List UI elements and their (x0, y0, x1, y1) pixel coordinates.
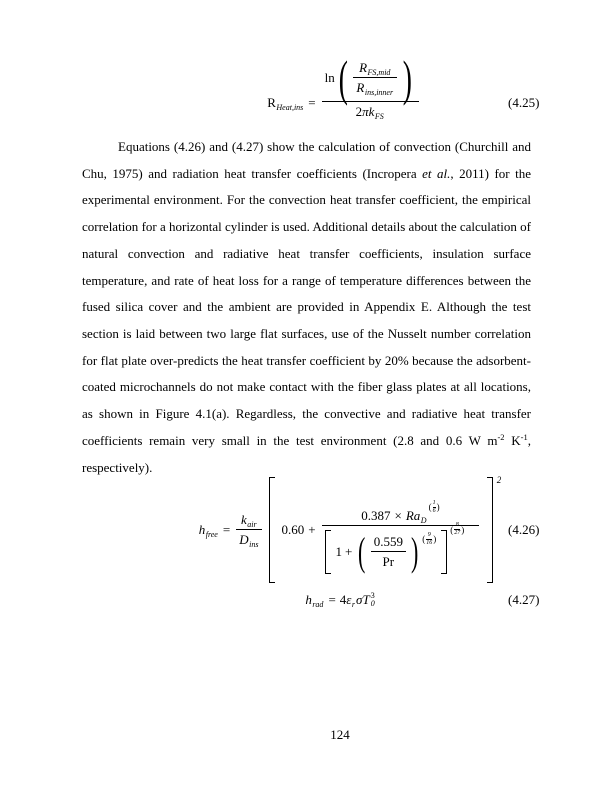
eq425-lhs-sub: Heat,ins (276, 102, 304, 112)
eq426-equals: = (222, 522, 231, 537)
exp-num: 8 (455, 522, 459, 528)
left-paren-icon: ( (422, 534, 426, 544)
eq426-const: 0.60 (281, 522, 305, 537)
eq425-den-sub: ins,inner (364, 87, 394, 97)
equation-4-27 (305, 592, 374, 608)
eq427-lhs-sub: rad (312, 599, 324, 609)
eq425-equals: = (308, 95, 316, 110)
eq425-main-fraction (322, 50, 419, 121)
left-bracket-icon (269, 477, 275, 583)
eq426-exponent-9-16 (422, 532, 436, 547)
eq426-Ra: Ra (405, 508, 421, 523)
eq425-denom-pi: π (362, 104, 369, 119)
left-bracket-icon (325, 530, 331, 574)
exp-num: 1 (432, 499, 436, 506)
page-footer (0, 727, 612, 743)
exp-den: 27 (454, 530, 461, 536)
eq425-ln: ln (324, 70, 335, 85)
eq426-outer-bracket-group (269, 475, 502, 583)
eq426-prefactor-fraction (236, 511, 262, 549)
eq426-one: 1 (335, 544, 343, 559)
eq426-D-sub: ins (249, 539, 259, 549)
eq426-plus: + (308, 522, 316, 537)
left-paren-icon: ( (450, 524, 454, 535)
exp-den: 16 (426, 539, 433, 546)
page-number: 124 (330, 727, 350, 742)
eq425-denom-sub: FS (374, 111, 384, 121)
eq425-num-sub: FS,mid (367, 67, 391, 77)
eq425-denom-coef: 2 (355, 104, 363, 119)
eq427-equals: = (328, 592, 336, 607)
eq426-exponent-1-6 (429, 500, 440, 515)
right-paren-icon: ) (402, 50, 413, 106)
right-paren-icon: ) (461, 524, 465, 535)
eq426-inner-bracket-group (325, 522, 465, 574)
eq426-k-sub: air (247, 519, 257, 529)
eq426-outer-exponent: 2 (496, 475, 502, 485)
eq425-lhs-var: R (267, 95, 276, 110)
eq427-epsilon: ε (346, 592, 352, 607)
eq426-lhs-sub: free (205, 529, 218, 539)
eq427-T-sub: 0 (370, 599, 375, 608)
equation-block-4-25 (0, 50, 612, 142)
equation-label-4-27: (4.27) (508, 592, 540, 607)
eq427-coef: 4 (339, 592, 347, 607)
eq425-inner-fraction (353, 59, 397, 97)
eq427-sigma: σ (356, 592, 363, 607)
right-bracket-icon (441, 530, 447, 574)
eq426-times: × (394, 508, 402, 523)
eq426-0559: 0.559 (373, 534, 403, 549)
exp-den: 6 (432, 507, 436, 514)
eq426-plus2: + (345, 544, 353, 559)
eq426-D: D (239, 532, 249, 547)
eq426-k: k (241, 512, 247, 527)
eq426-lhs-var: h (198, 522, 206, 537)
eq426-main-fraction (322, 499, 480, 577)
eq426-num-coef: 0.387 (361, 508, 391, 523)
left-paren-icon: ( (428, 502, 432, 512)
body-paragraph: Equations (4.26) and (4.27) show the calculation of convection (Churchill and Chu, 1975) and radiation heat transfer coefficients (Incropera et al., 2011) for the experimental environment. For the convection heat transfer coefficient, the empirical correlation for a horizontal cylinder is used. Additional details about the calculation of natural convection and radiative heat transfer coefficients, insulation surface temperature, and rate of heat loss for a range of temperature differences between the fused silica cover and the ambient are provided in Appendix E. Although the test section is laid between two large flat surfaces, use of the Nusselt number correlation for flat plate over-predicts the heat transfer coefficient by 20% because the adsorbent-coated microchannels do not make contact with the fiber glass plates at all locations, as shown in Figure 4.1(a). Regardless, the convective and radiative heat transfer coefficients remain very small in the test environment (2.8 and 0.6 W $m^{-2}$ $K^{-1}$, respectively). (82, 139, 531, 476)
eq427-lhs-var: h (305, 592, 312, 607)
exp-num: 9 (427, 531, 431, 538)
left-paren-icon: ( (358, 529, 366, 574)
eq426-exponent-8-27 (450, 522, 464, 537)
right-paren-icon: ) (436, 502, 440, 512)
eq427-T-subsup (371, 592, 375, 608)
eq427-T-sup: 3 (370, 591, 375, 600)
eq427-epsilon-sub: r (351, 599, 356, 609)
right-paren-icon: ) (410, 529, 419, 574)
eq425-denom-var: k (368, 104, 375, 119)
eq426-pr-fraction (371, 533, 406, 571)
eq426-Ra-sub: D (420, 515, 427, 525)
right-bracket-icon (487, 477, 493, 583)
left-paren-icon: ( (338, 50, 348, 106)
eq425-den-var: R (356, 80, 365, 95)
eq427-T: T (362, 592, 370, 607)
equation-block-4-27 (0, 586, 612, 614)
equation-4-26 (198, 475, 502, 583)
eq425-num-var: R (359, 60, 368, 75)
equation-block-4-26 (0, 475, 612, 582)
equation-label-4-25: (4.25) (508, 95, 540, 110)
right-paren-icon: ) (433, 534, 437, 544)
eq426-Pr: Pr (382, 554, 395, 569)
equation-label-4-26: (4.26) (508, 522, 540, 537)
